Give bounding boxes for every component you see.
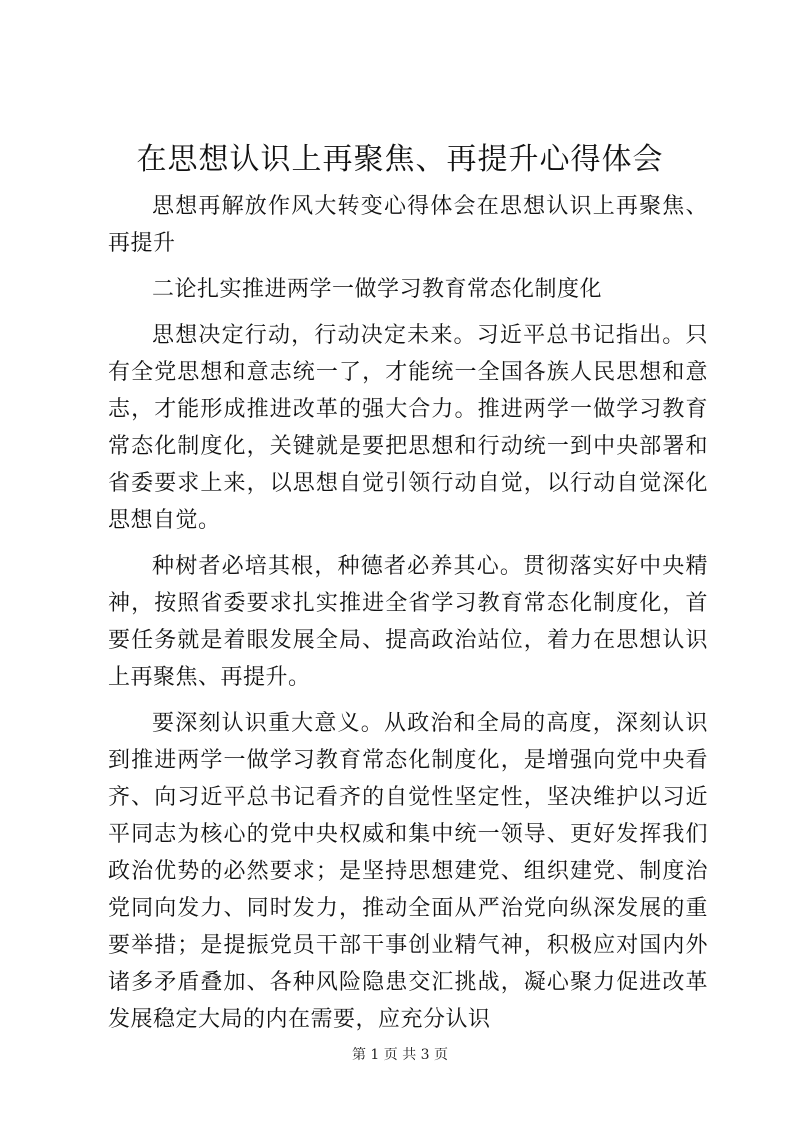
document-body xyxy=(108,188,708,1038)
paragraph: 种树者必培其根，种德者必养其心。贯彻落实好中央精神，按照省委要求扎实推进全省学习教育常态化制度化，首要任务就是着眼发展全局、提高政治站位，着力在思想认识上再聚焦、再提升。 xyxy=(108,554,708,690)
page-footer: 第 1 页 共 3 页 xyxy=(351,1047,449,1063)
paragraph-subtitle: 思想再解放作风大转变心得体会在思想认识上再聚焦、再提升 xyxy=(108,194,708,256)
paragraph: 要深刻认识重大意义。从政治和全局的高度，深刻认识到推进两学一做学习教育常态化制度化，是增强向党中央看齐、向习近平总书记看齐的自觉性坚定性，坚决维护以习近平同志为核心的党中央权威和集中统一领导、更好发挥我们政治优势的必然要求；是坚持思想建党、组织建党、制度治党同向发力、同时发力，推动全面从严治党向纵深发展的重要举措；是提振党员干部干事创业精气神，积极应对国内外诸多矛盾叠加、各种风险隐患交汇挑战，凝心聚力促进改革发展稳定大局的内在需要，应充分认识 xyxy=(108,711,708,1032)
paragraph: 思想决定行动，行动决定未来。习近平总书记指出。只有全党思想和意志统一了，才能统一全国各族人民思想和意志，才能形成推进改革的强大合力。推进两学一做学习教育常态化制度化，关键就是要把思想和行动统一到中央部署和省委要求上来，以思想自觉引领行动自觉，以行动自觉深化思想自觉。 xyxy=(108,323,708,533)
document-title: 在思想认识上再聚焦、再提升心得体会 xyxy=(136,142,664,177)
paragraph-heading: 二论扎实推进两学一做学习教育常态化制度化 xyxy=(152,277,603,302)
